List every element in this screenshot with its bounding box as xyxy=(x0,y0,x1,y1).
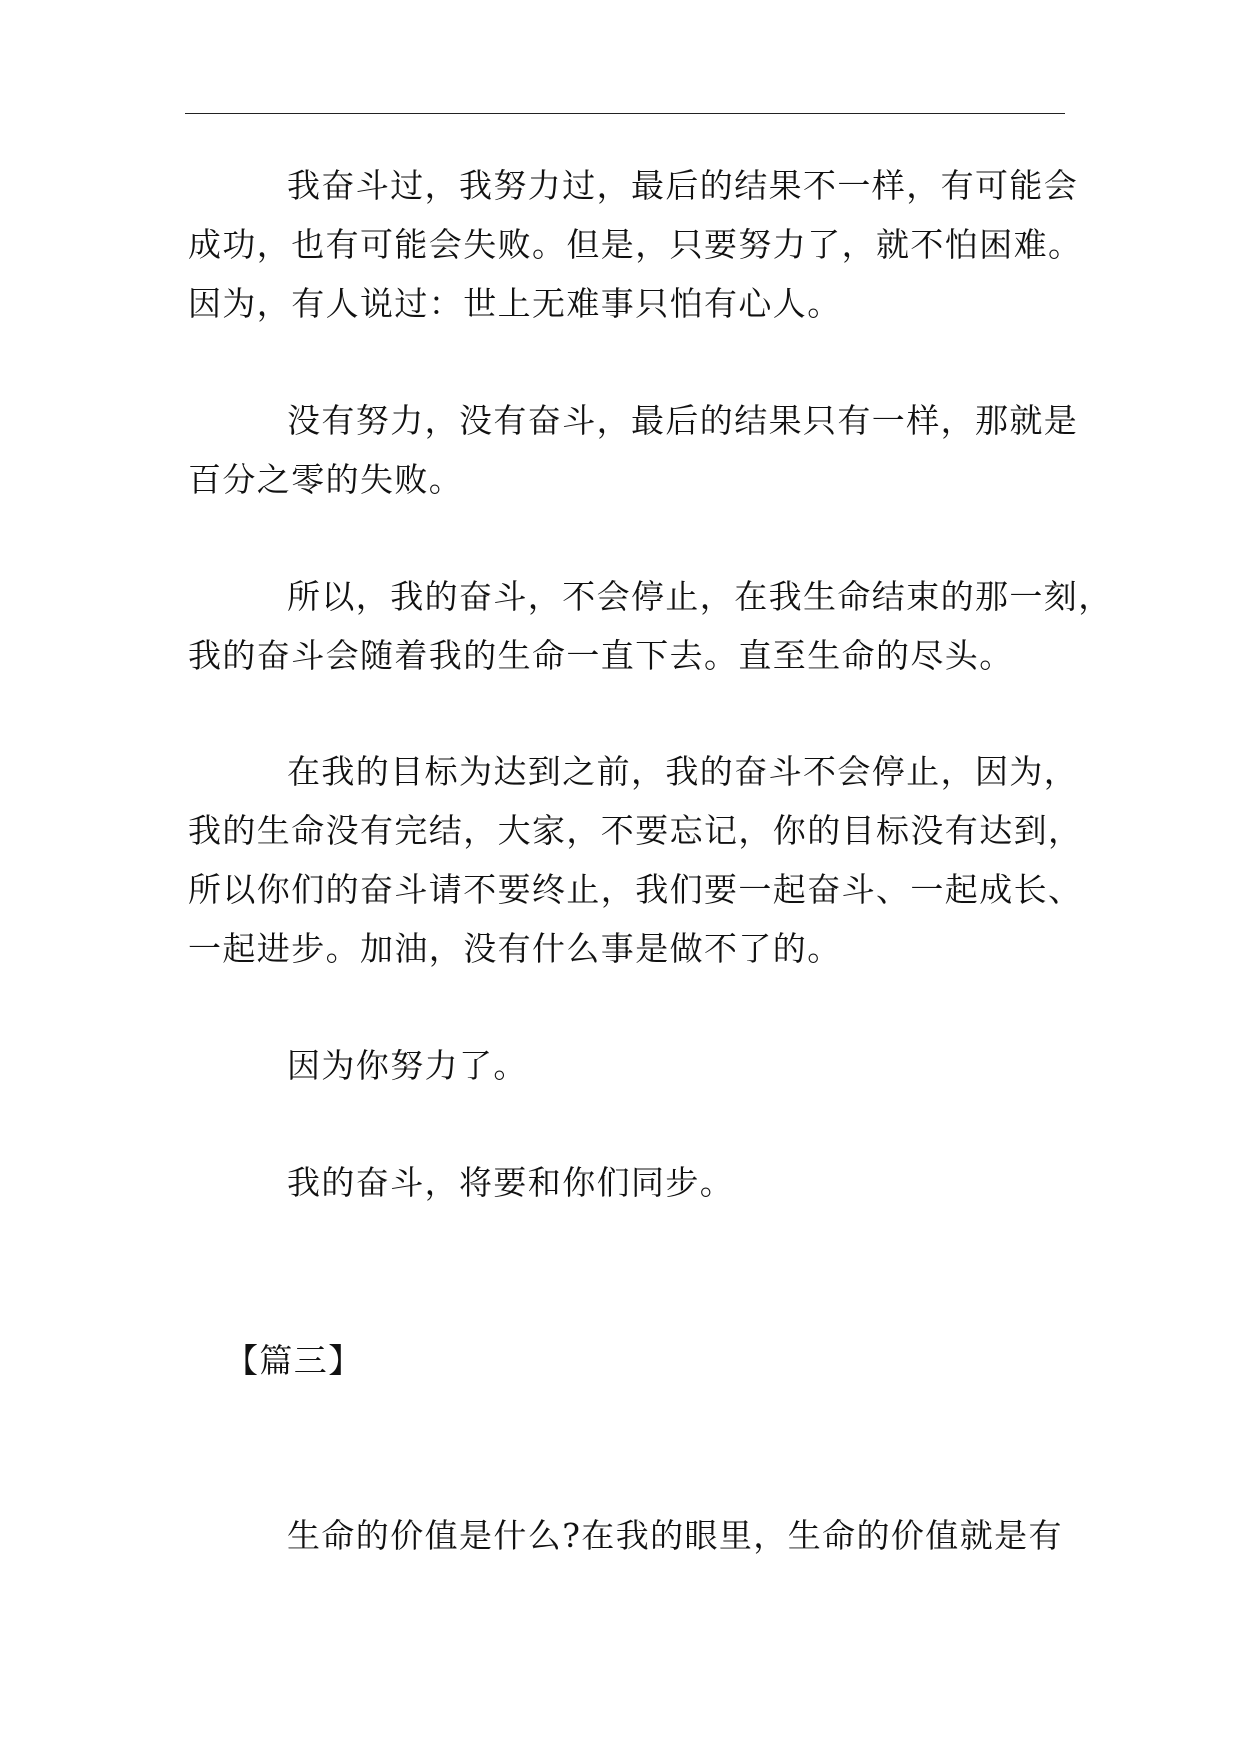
paragraph-1-continuation xyxy=(188,215,1082,333)
paragraph-5 xyxy=(287,1036,528,1095)
paragraph-2 xyxy=(287,391,1078,450)
paragraph-6 xyxy=(287,1153,734,1212)
section-heading: 【篇三】 xyxy=(225,1341,363,1380)
paragraph-1 xyxy=(287,156,1078,215)
paragraph-line: 没有努力，没有奋斗，最后的结果只有一样，那就是 xyxy=(287,401,1079,440)
paragraph-line: 一起进步。加油，没有什么事是做不了的。 xyxy=(188,929,842,968)
header-rule xyxy=(185,113,1065,114)
paragraph-line: 百分之零的失败。 xyxy=(188,460,464,499)
paragraph-line: 在我的目标为达到之前，我的奋斗不会停止，因为， xyxy=(287,752,1079,791)
paragraph-line: 所以你们的奋斗请不要终止，我们要一起奋斗、一起成长、 xyxy=(188,870,1083,909)
paragraph-line: 所以，我的奋斗，不会停止，在我生命结束的那一刻， xyxy=(287,577,1113,616)
paragraph-line: 我的奋斗，将要和你们同步。 xyxy=(287,1163,735,1202)
paragraph-line: 因为你努力了。 xyxy=(287,1046,528,1085)
paragraph-2-continuation xyxy=(188,450,463,509)
paragraph-line: 成功，也有可能会失败。但是，只要努力了，就不怕困难。 xyxy=(188,225,1083,264)
paragraph-line: 我的奋斗会随着我的生命一直下去。直至生命的尽头。 xyxy=(188,636,1014,675)
paragraph-7 xyxy=(287,1506,1063,1565)
paragraph-line: 我的生命没有完结，大家，不要忘记，你的目标没有达到， xyxy=(188,811,1083,850)
paragraph-line: 我奋斗过，我努力过，最后的结果不一样，有可能会 xyxy=(287,166,1079,205)
paragraph-3 xyxy=(287,567,1113,626)
paragraph-line: 生命的价值是什么?在我的眼里，生命的价值就是有 xyxy=(287,1516,1063,1555)
paragraph-4 xyxy=(287,742,1078,801)
paragraph-line: 因为，有人说过：世上无难事只怕有心人。 xyxy=(188,284,842,323)
paragraph-3-continuation xyxy=(188,626,1014,685)
paragraph-4-continuation xyxy=(188,801,1082,978)
